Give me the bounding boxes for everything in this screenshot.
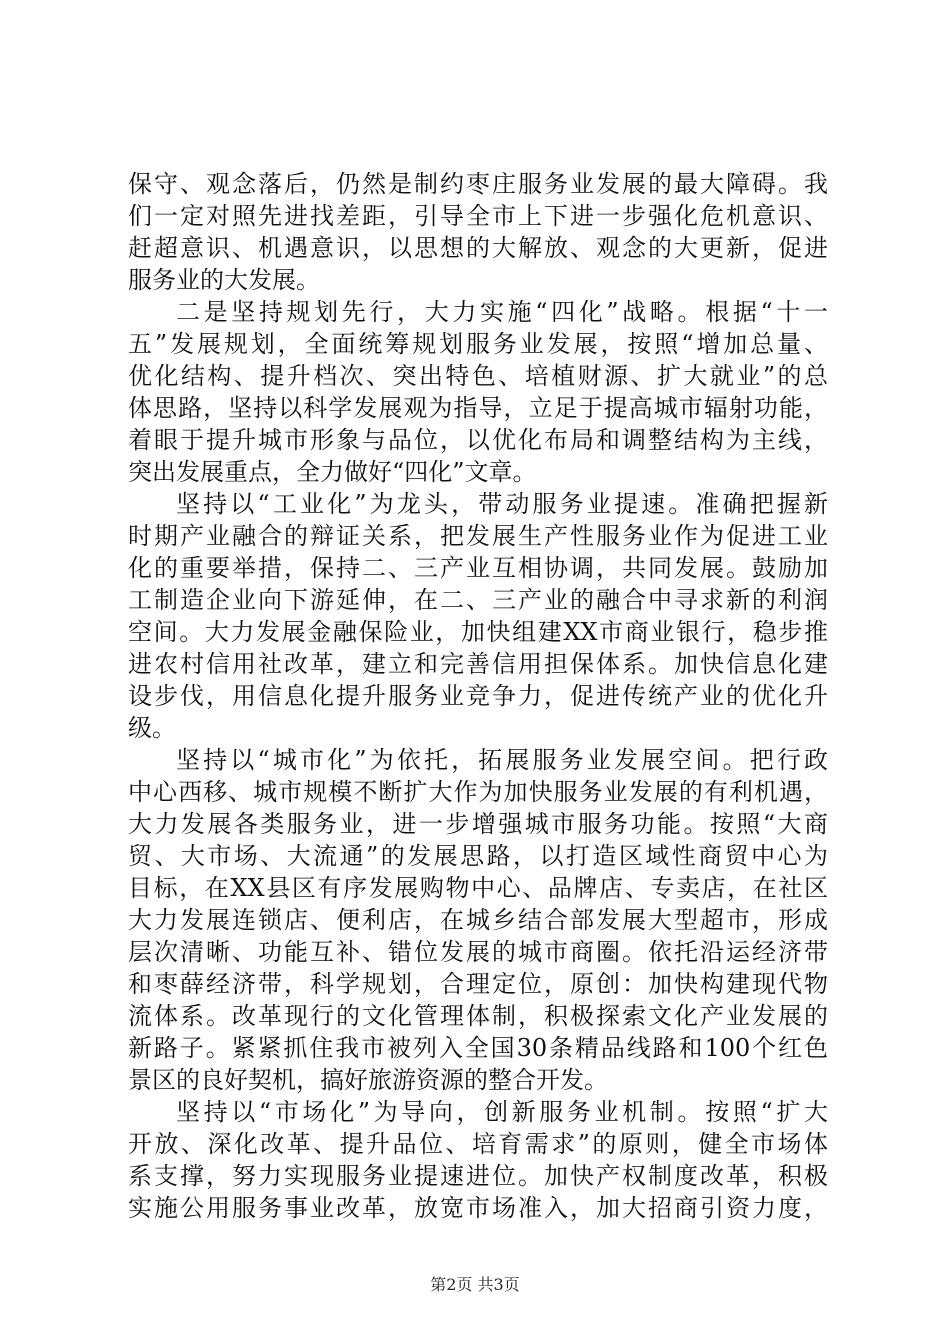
text-line: 层次清晰、功能互补、错位发展的城市商圈。依托沿运经济带	[128, 938, 828, 966]
page-number-footer: 第2页 共3页	[430, 1275, 520, 1294]
text-line: 着眼于提升城市形象与品位，以优化布局和调整结构为主线，	[128, 426, 828, 454]
text-line: 体思路，坚持以科学发展观为指导，立足于提高城市辐射功能，	[128, 394, 828, 422]
text-line: 五”发展规划，全面统筹规划服务业发展，按照“增加总量、	[128, 330, 828, 358]
text-line: 开放、深化改革、提升品位、培育需求”的原则，健全市场体	[128, 1130, 828, 1158]
text-line: 化的重要举措，保持二、三产业互相协调，共同发展。鼓励加	[128, 554, 828, 582]
text-line: 大力发展连锁店、便利店，在城乡结合部发展大型超市，形成	[128, 906, 828, 934]
text-line: 级。	[128, 714, 176, 742]
text-line: 贸、大市场、大流通”的发展思路，以打造区域性商贸中心为	[128, 842, 828, 870]
text-line: 服务业的大发展。	[128, 266, 320, 294]
text-line: 目标，在XX县区有序发展购物中心、品牌店、专卖店，在社区	[128, 874, 828, 902]
text-line: 和枣薛经济带，科学规划，合理定位，原创：加快构建现代物	[128, 970, 828, 998]
text-line: 时期产业融合的辩证关系，把发展生产性服务业作为促进工业	[128, 522, 828, 550]
text-line: 们一定对照先进找差距，引导全市上下进一步强化危机意识、	[128, 202, 828, 230]
text-line: 突出发展重点，全力做好“四化”文章。	[128, 458, 537, 486]
body-text	[128, 168, 828, 1224]
text-line: 大力发展各类服务业，进一步增强城市服务功能。按照“大商	[128, 810, 828, 838]
text-line: 景区的良好契机，搞好旅游资源的整合开发。	[128, 1066, 608, 1094]
text-line: 系支撑，努力实现服务业提速进位。加快产权制度改革，积极	[128, 1162, 828, 1190]
text-line: 保守、观念落后，仍然是制约枣庄服务业发展的最大障碍。我	[128, 170, 828, 198]
text-line: 工制造企业向下游延伸，在二、三产业的融合中寻求新的利润	[128, 586, 828, 614]
text-line: 新路子。紧紧抓住我市被列入全国30条精品线路和100个红色	[128, 1034, 828, 1062]
text-line: 进农村信用社改革，建立和完善信用担保体系。加快信息化建	[128, 650, 828, 678]
text-line: 空间。大力发展金融保险业，加快组建XX市商业银行，稳步推	[128, 618, 828, 646]
text-line: 实施公用服务事业改革，放宽市场准入，加大招商引资力度，	[128, 1194, 828, 1222]
paragraph-start-line: 坚持以“工业化”为龙头，带动服务业提速。准确把握新	[176, 490, 828, 518]
text-line: 赶超意识、机遇意识，以思想的大解放、观念的大更新，促进	[128, 234, 828, 262]
paragraph-start-line: 坚持以“市场化”为导向，创新服务业机制。按照“扩大	[176, 1098, 828, 1126]
paragraph-start-line: 坚持以“城市化”为依托，拓展服务业发展空间。把行政	[176, 746, 828, 774]
paragraph-start-line: 二是坚持规划先行，大力实施“四化”战略。根据“十一	[176, 298, 828, 326]
text-line: 中心西移、城市规模不断扩大作为加快服务业发展的有利机遇，	[128, 778, 828, 806]
text-line: 优化结构、提升档次、突出特色、培植财源、扩大就业”的总	[128, 362, 828, 390]
text-line: 流体系。改革现行的文化管理体制，积极探索文化产业发展的	[128, 1002, 828, 1030]
text-line: 设步伐，用信息化提升服务业竞争力，促进传统产业的优化升	[128, 682, 828, 710]
